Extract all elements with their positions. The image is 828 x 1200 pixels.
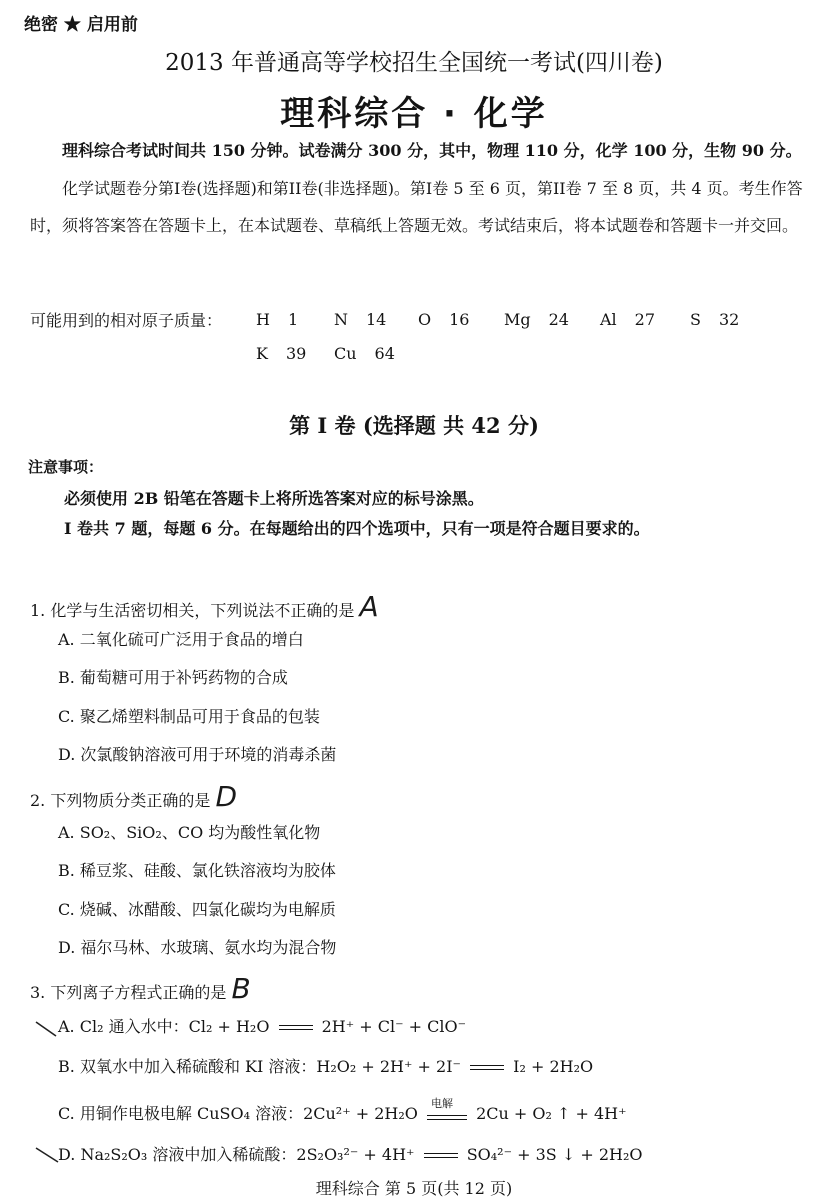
- notice-line-2: I 卷共 7 题，每题 6 分。在每题给出的四个选项中，只有一项是符合题目要求的。: [64, 519, 650, 538]
- question-1-option-a: A. 二氧化硫可广泛用于食品的增白: [58, 630, 304, 649]
- atomic-mass-k: [256, 344, 306, 363]
- element-mass: 32: [718, 310, 740, 329]
- element-symbol: K: [256, 344, 268, 363]
- question-2-handwritten-answer: D: [215, 780, 238, 813]
- element-symbol: Mg: [504, 310, 531, 329]
- exam-time-info: 理科综合考试时间共 150 分钟。试卷满分 300 分，其中，物理 110 分，化学 100 分，生物 90 分。: [62, 141, 802, 160]
- question-2-option-d: D. 福尔马林、水玻璃、氨水均为混合物: [58, 938, 337, 957]
- element-symbol: Al: [600, 310, 617, 329]
- element-mass: 16: [449, 310, 470, 329]
- exam-title: 2013 年普通高等学校招生全国统一考试(四川卷): [165, 50, 663, 76]
- equals-sign: [470, 1065, 504, 1070]
- question-3-option-d-label: D.: [58, 1145, 76, 1164]
- strike-mark-d: [36, 1148, 58, 1162]
- subject-title: 理科综合 · 化学: [280, 94, 548, 134]
- page-footer: 理科综合 第 5 页(共 12 页): [315, 1179, 513, 1198]
- handwritten-strike-marks: [30, 1010, 70, 1170]
- atomic-mass-n: [334, 310, 386, 329]
- equals-sign: [279, 1025, 313, 1030]
- question-3-option-c-text: 用铜作电极电解 CuSO₄ 溶液：2Cu²⁺ + 2H₂O: [79, 1104, 418, 1123]
- question-1-text: 1. 化学与生活密切相关，下列说法不正确的是: [30, 601, 355, 620]
- atomic-mass-o: [418, 310, 469, 329]
- element-mass: 64: [374, 344, 395, 363]
- question-3-option-b: [58, 1054, 593, 1077]
- question-3-option-d-text: Na₂S₂O₃ 溶液中加入稀硫酸：2S₂O₃²⁻ + 4H⁺: [80, 1145, 415, 1164]
- exam-instructions: 化学试题卷分第I卷(选择题)和第II卷(非选择题)。第I卷 5 至 6 页，第II卷 7 至 8 页，共 4 页。考生作答时，须将答案答在答题卡上，在本试题卷、草稿纸上答题无效。考试结束后，将本试题卷和答题卡一并交回。: [30, 179, 803, 235]
- electrolysis-equals-sign: [427, 1097, 467, 1120]
- element-mass: 39: [285, 344, 307, 363]
- question-1-option-c: C. 聚乙烯塑料制品可用于食品的包装: [58, 707, 320, 726]
- element-symbol: S: [690, 310, 701, 329]
- notice-heading: 注意事项：: [28, 458, 104, 476]
- question-2-stem: [30, 780, 237, 813]
- question-3-handwritten-answer: B: [231, 972, 251, 1005]
- electrolysis-condition: 电解: [431, 1097, 453, 1110]
- element-mass: 1: [287, 310, 299, 329]
- question-1-option-b: B. 葡萄糖可用于补钙药物的合成: [58, 668, 288, 687]
- question-3-option-b-label: B.: [58, 1057, 75, 1076]
- notice-line-1: 必须使用 2B 铅笔在答题卡上将所选答案对应的标号涂黑。: [64, 489, 484, 508]
- question-3-option-d-rhs: SO₄²⁻ + 3S ↓ + 2H₂O: [466, 1145, 643, 1164]
- element-symbol: Cu: [334, 344, 357, 363]
- question-3-text: 3. 下列离子方程式正确的是: [30, 983, 227, 1002]
- element-symbol: N: [334, 310, 348, 329]
- atomic-mass-al: [600, 310, 655, 329]
- question-2-text: 2. 下列物质分类正确的是: [30, 791, 211, 810]
- strike-mark-a: [36, 1022, 56, 1036]
- question-1-handwritten-answer: A: [359, 590, 379, 623]
- element-mass: 14: [366, 310, 387, 329]
- question-2-option-c: C. 烧碱、冰醋酸、四氯化碳均为电解质: [58, 900, 336, 919]
- question-2-option-a: A. SO₂、SiO₂、CO 均为酸性氧化物: [58, 823, 321, 842]
- atomic-mass-s: [690, 310, 739, 329]
- question-3-option-c-label: C.: [58, 1104, 75, 1123]
- equals-sign: [424, 1153, 458, 1158]
- element-symbol: H: [256, 310, 270, 329]
- element-mass: 27: [634, 310, 656, 329]
- atomic-mass-h: [256, 310, 298, 329]
- confidential-label: 绝密 ★ 启用前: [24, 15, 138, 35]
- question-1-stem: [30, 590, 379, 623]
- question-3-option-b-rhs: I₂ + 2H₂O: [513, 1057, 594, 1076]
- element-mass: 24: [548, 310, 569, 329]
- question-2-option-b: B. 稀豆浆、硅酸、氯化铁溶液均为胶体: [58, 861, 336, 880]
- question-3-option-a-text: Cl₂ 通入水中：Cl₂ + H₂O: [79, 1017, 270, 1036]
- section-title: 第 I 卷 (选择题 共 42 分): [289, 413, 539, 438]
- atomic-mass-cu: [334, 344, 395, 363]
- question-3-option-a-rhs: 2H⁺ + Cl⁻ + ClO⁻: [321, 1017, 467, 1036]
- question-3-option-c-rhs: 2Cu + O₂ ↑ + 4H⁺: [476, 1104, 627, 1123]
- question-1-option-d: D. 次氯酸钠溶液可用于环境的消毒杀菌: [58, 745, 337, 764]
- question-3-option-c: [58, 1097, 627, 1124]
- atomic-mass-label: 可能用到的相对原子质量：: [30, 311, 223, 330]
- question-3-option-a-label: A.: [58, 1017, 75, 1036]
- question-3-option-b-text: 双氧水中加入稀硫酸和 KI 溶液：H₂O₂ + 2H⁺ + 2I⁻: [79, 1057, 461, 1076]
- question-3-stem: [30, 972, 251, 1005]
- question-3-option-d: [58, 1142, 643, 1165]
- atomic-mass-mg: [504, 310, 569, 329]
- element-symbol: O: [418, 310, 432, 329]
- question-3-option-a: [58, 1014, 466, 1037]
